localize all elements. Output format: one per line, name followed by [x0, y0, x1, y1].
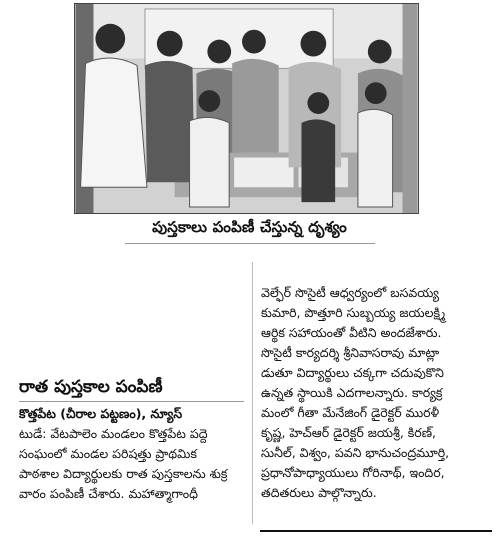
article-line: డుతూ విద్యార్థులు చక్కగా చదువుకొని	[261, 365, 444, 380]
article-line: సొసైటీ కార్యదర్శి శ్రీనివాసరావు మాట్లా	[261, 345, 440, 360]
column-divider	[252, 262, 253, 524]
newspaper-photo-icon	[75, 4, 418, 213]
article-line: మంలో గీతా మేనేజింగ్ డైరెక్టర్ మురళీ	[261, 405, 440, 420]
article-line: సునీల్, విశ్వం, పవని భానుచంద్రమూర్తి,	[261, 445, 450, 460]
article-headline: రాత పుస్తకాల పంపిణీ	[19, 377, 163, 397]
news-photo	[74, 3, 419, 214]
article-line: వెల్ఫేర్ సొసైటీ ఆధ్వర్యంలో బసవయ్య	[261, 285, 439, 300]
article-line: తదితరులు పాల్గొన్నారు.	[261, 485, 377, 500]
article-line: కృష్ణ, హెచ్ఆర్ డైరెక్టర్ జయశ్రీ, కిరణ్,	[261, 425, 437, 440]
caption-underline	[125, 243, 375, 244]
article-line: కుమారి, పొత్తూరి సుబ్బయ్య జయలక్ష్మి	[261, 305, 446, 320]
photo-caption: పుస్తకాలు పంపిణీ చేస్తున్న దృశ్యం	[152, 218, 347, 236]
article-line: ఆర్థిక సహాయంతో వీటిని అందజేశారు.	[261, 325, 442, 340]
article-dateline: కొత్తపేట (చీరాల పట్టణం), న్యూస్	[19, 406, 183, 421]
article-line: వారం పంపిణీ చేశారు. మహాత్మాగాంధీ	[19, 486, 198, 501]
article-line: సంఘంలో మండల పరిషత్తు ప్రాథమిక	[19, 446, 197, 461]
article-line: పాఠశాల విద్యార్థులకు రాత పుస్తకాలను శుక్ర	[19, 466, 228, 481]
article-end-rule	[260, 530, 492, 532]
headline-underline	[19, 401, 244, 402]
article-line: టుడే: వేటపాలెం మండలం కొత్తపేట పద్దె	[19, 426, 208, 441]
article-line: ఉన్నత స్థాయికి ఎదగాలన్నారు. కార్యక్ర	[261, 385, 443, 400]
article-line: ప్రధానోపాధ్యాయులు గోరినాథ్, ఇందిర,	[261, 465, 445, 480]
